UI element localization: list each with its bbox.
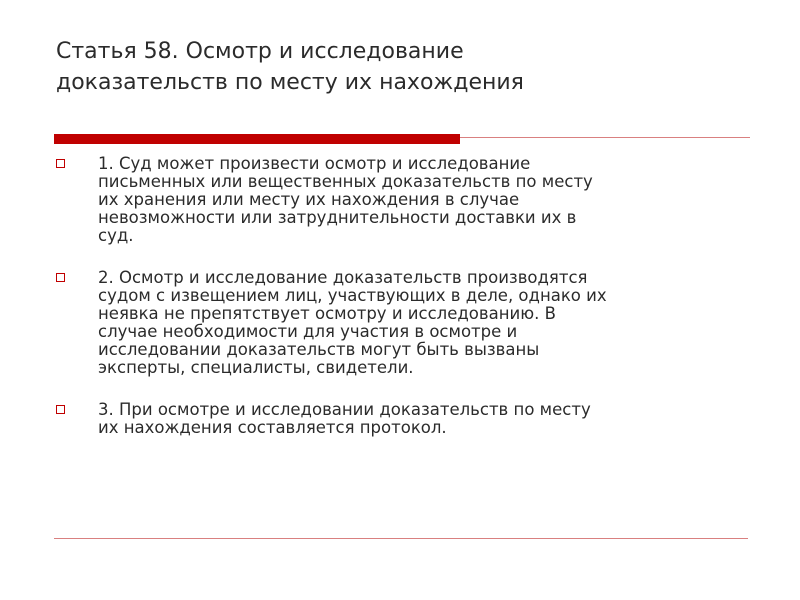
slide-title-line-1: Статья 58. Осмотр и исследование xyxy=(56,39,464,64)
bullet-list xyxy=(56,155,746,461)
bullet-item-2-line: 2. Осмотр и исследование доказательств производятся xyxy=(98,268,588,287)
bullet-item-2-line: неявка не препятствует осмотру и исследованию. В xyxy=(98,304,556,323)
bullet-item-1-line: письменных или вещественных доказательств по месту xyxy=(98,172,593,191)
bullet-item-2 xyxy=(56,269,746,377)
bullet-item-1-line: 1. Суд может произвести осмотр и исследование xyxy=(98,154,531,173)
hollow-square-icon xyxy=(56,405,65,414)
bullet-item-3-line: 3. При осмотре и исследовании доказательств по месту xyxy=(98,400,591,419)
bullet-item-1-line: невозможности или затруднительности доставки их в xyxy=(98,208,577,227)
hollow-square-icon xyxy=(56,159,65,168)
slide-title-line-2: доказательств по месту их нахождения xyxy=(56,70,524,95)
slide-title xyxy=(56,36,756,98)
hollow-square-icon xyxy=(56,273,65,282)
bullet-item-2-line: эксперты, специалисты, свидетели. xyxy=(98,358,414,377)
bullet-item-1 xyxy=(56,155,746,245)
bullet-item-1-line: суд. xyxy=(98,226,134,245)
title-underline-accent-bar xyxy=(54,134,460,144)
bullet-item-3 xyxy=(56,401,746,437)
bullet-item-2-line: судом с извещением лиц, участвующих в деле, однако их xyxy=(98,286,607,305)
bullet-item-3-line: их нахождения составляется протокол. xyxy=(98,418,447,437)
bullet-item-2-line: исследовании доказательств могут быть вызваны xyxy=(98,340,540,359)
bullet-item-1-line: их хранения или месту их нахождения в случае xyxy=(98,190,520,209)
bullet-item-2-line: случае необходимости для участия в осмотре и xyxy=(98,322,518,341)
footer-rule xyxy=(54,538,748,539)
